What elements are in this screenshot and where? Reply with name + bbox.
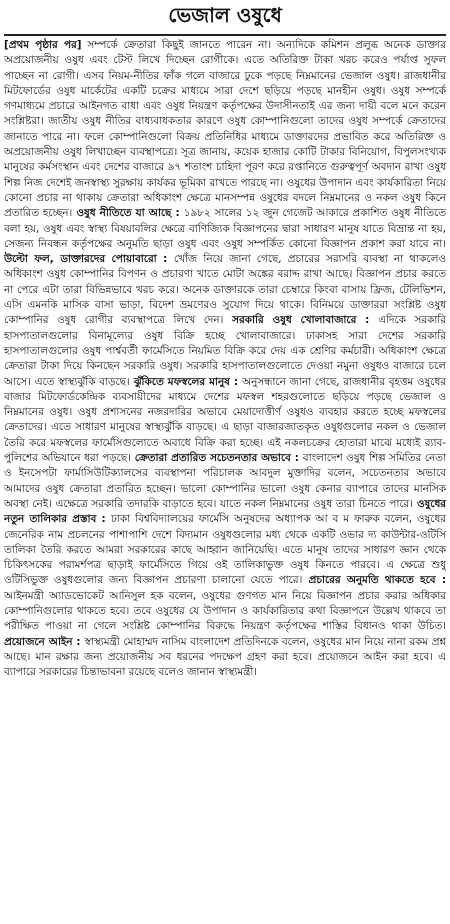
- subheading-rural-risk: ঝুঁকিতে মফস্বলের মানুষ :: [129, 375, 243, 388]
- subheading-government-drugs: সরকারি ওষুধ খোলাবাজারে :: [223, 314, 379, 327]
- subheading-buyers-cheated: ক্রেতারা প্রতারিত সচেতনতার অভাবে :: [130, 452, 303, 465]
- subheading-advertising-permission: প্রচারের অনুমতি থাকতে হবে :: [302, 574, 446, 587]
- article-paragraph: এদিকে সরকারি হাসপাতালগুলোর বিনামূল্যের ওষুধ বিক্রি হচ্ছে খোলাবাজারে। ঢাকাসহ সারা দেশের সরকারি হাসপাতালগুলোর ওষুধ পার্শ্ববর্তী ফার্মেসিতে নিয়মিত বিক্রি করে দেয় এক শ্রেণির কর্মচারী। অধিকাংশ ক্ষেত্রে ক্রেতারা টাকা দিয়ে কিনছেন সরকারি ওষুধ। সরকারি হাসপাতালগুলোতে দেওয়া নমুনা ওষুধও বাজারে চলে আসে। এতে স্বাস্থ্যঝুঁকি বাড়ছে।: [4, 314, 446, 388]
- subheading-law-if-needed: প্রয়োজনে আইন :: [4, 635, 85, 648]
- article-paragraph: সম্পর্কে ক্রেতারা কিছুই জানতে পারেন না। অন্যদিকে কমিশন প্রলুব্ধ অনেক ডাক্তার অপ্রয়োজনীয় ওষুধ এবং টেস্ট লিখে দিচ্ছেন রোগীকে। এতে অতিরিক্ত টাকা খরচ করেও পর্যাপ্ত সুফল পাচ্ছেন না রোগী। এসব নিয়ম-নীতির ফাঁক গলে বাজারে ঢুকে পড়ছে নিম্নমানের ভেজাল ওষুধ। রাজধানীর মিটফোর্ডের ওষুধ মার্কেটের একটি চক্রের মাধ্যমে সারা দেশে ছড়িয়ে পড়ছে মানহীন ওষুধ। ওষুধ সম্পর্কে গণমাধ্যমে প্রচারে আইনগত বাধা এবং ওষুধ নিয়ন্ত্রণ কর্তৃপক্ষের উদাসীনতাই এর জন্য দায়ী বলে মনে করেন সংশ্লিষ্টরা। জাতীয় ওষুধ নীতির বাধ্যবাধকতার কারণে ওষুধ কোম্পানিগুলো তাদের ওষুধ সম্পর্কে ক্রেতাদের জানাতে পারে না। ফলে কোম্পানিগুলো বিক্রয় প্রতিনিধির মাধ্যমে ডাক্তারদের প্রভাবিত করে অতিরিক্ত ও অপ্রয়োজনীয় ওষুধ লিখাচ্ছেন ব্যবস্থাপত্রে। সূত্র জানায়, কয়েক হাজার কোটি টাকার বিনিয়োগ, বিপুলসংখ্যক মানুষের কর্মসংস্থান এবং দেশের বাজারে ৯৭ শতাংশ চাহিদা পূরণ করে রপ্তানিতে গুরুত্বপূর্ণ অবদান রাখা ওষুধ শিল্প নিজ দেশেই জনস্বাস্থ্য সুরক্ষায় কার্যকর ভূমিকা রাখতে পারছে না। ওষুধের উপাদান এবং কার্যকারিতা নিয়ে কোনো প্রচার না থাকায় ক্রেতারা অধিকাংশ ক্ষেত্রে মানসম্পন্ন ওষুধের বদলে নিম্নমানের ও নকল ওষুধ কিনে প্রতারিত হচ্ছেন।: [4, 39, 446, 220]
- article-paragraph: ১৯৮২ সালের ১২ জুন গেজেট আকারে প্রকাশিত ওষুধ নীতিতে বলা হয়, ওষুধ এবং স্বাস্থ্য বিষয়াবলির ক্ষেত্রে বাণিজ্যিক বিজ্ঞাপনের দ্বারা সাধারণ মানুষ যাতে বিভ্রান্ত না হয়, সেজন্য নিবন্ধন কর্তৃপক্ষের অনুমতি ছাড়া ওষুধ এবং ওষুধ সম্পর্কিত কোনো বিজ্ঞাপন প্রকাশ করা যাবে না।: [4, 207, 446, 250]
- article-paragraph: আইনমন্ত্রী অ্যাডভোকেট আনিসুল হক বলেন, ওষুধের গুণগত মান নিয়ে বিজ্ঞাপন প্রচার করার অধিকার কোম্পানিগুলোর থাকতে হবে। তবে ওষুধের যে উপাদান ও কার্যকারিতার কথা বিজ্ঞাপনে উল্লেখ থাকবে তা পরীক্ষিত পাওয়া না গেলে সংশ্লিষ্ট কোম্পানির বিরুদ্ধে নিয়ন্ত্রণ কর্তৃপক্ষের শাস্তির বিধানও থাকা উচিত।: [4, 589, 446, 633]
- subheading-drug-policy: ওষুধ নীতিতে যা আছে :: [72, 207, 184, 220]
- subheading-new-list-proposal: ওষুধের নতুন তালিকার প্রস্তাব :: [4, 497, 446, 526]
- article-paragraph: খোঁজ নিয়ে জানা গেছে, প্রচারের সরাসরি ব্যবস্থা না থাকলেও অধিকাংশ ওষুধ কোম্পানির বিপণন ও প্রচারণা খাতে মোটা অঙ্কের বরাদ্দ রাখা আছে। বিজ্ঞাপন প্রচার করতে না পেরে এটা তারা বিভিন্নভাবে খরচ করে। অনেক ডাক্তারকে তারা চেম্বারে কিংবা বাসায় ফ্রিজ, টেলিভিশন, এসি এমনকি মাসিক বাসা ভাড়া, বিদেশ ভ্রমণেরও সুযোগ দিয়ে থাকে। বিনিময়ে ডাক্তাররা সংশ্লিষ্ট ওষুধ কোম্পানির ওষুধ রোগীর ব্যবস্থাপত্রে লিখে দেন।: [4, 253, 446, 327]
- headline-rule: [4, 34, 446, 36]
- article-body: [4, 38, 446, 680]
- article-paragraph: স্বাস্থ্যমন্ত্রী মোহাম্মদ নাসিম বাংলাদেশ প্রতিদিনকে বলেন, ওষুধের মান নিয়ে নানা রকম প্রশ্ন আছে। মান রক্ষার জন্য প্রয়োজনীয় সব ধরনের পদক্ষেপ গ্রহণ করা হবে। প্রয়োজনে আইন করা হবে। এ ব্যাপারে সরকারের চিন্তাভাবনা রয়েছে বলেও জানান স্বাস্থ্যমন্ত্রী।: [4, 635, 446, 679]
- article-paragraph: বাংলাদেশ ওষুধ শিল্প সমিতির নেতা ও ইনসেপটা ফার্মাসিউটিক্যালসের ব্যবস্থাপনা পরিচালক আবদুল মুক্তাদির বলেন, সচেতনতার অভাবে আমাদের ওষুধ ক্রেতারা প্রতারিত হচ্ছেন। ভালো কোম্পানির ভালো ওষুধ কেনার ব্যাপারে তাদের মানসিক অবস্থা নেই। এক্ষেত্রে সরকারি তদারকি বাড়াতে হবে। যাতে নকল নিম্নমানের ওষুধ তারা চিনতে পারে।: [4, 452, 446, 510]
- continued-from-front-page-label: [প্রথম পৃষ্ঠার পর]: [4, 39, 82, 51]
- article-paragraph: অনুসন্ধানে জানা গেছে, রাজধানীর বৃহত্তম ওষুধের বাজার মিটফোর্ডকেন্দ্রিক ব্যবসায়ীদের মাধ্যমে দেশের মফস্বল শহরগুলোতে ছড়িয়ে পড়ছে ভেজাল ও নিম্নমানের ওষুধ। ওষুধ প্রশাসনের নজরদারির অভাবে মেয়াদোত্তীর্ণ ওষুধও ব্যবহার করতে হচ্ছে মফস্বলের ক্রেতাদের। এতে সাধারণ মানুষের স্বাস্থ্যঝুঁকি বাড়ছে। এ ছাড়া বাজারজাতকৃত ওষুধগুলোর নকল ও ভেজাল তৈরি করে মফস্বলের ফার্মেসিগুলোতে অবাধে বিক্রি করা হচ্ছে। এই নকলচক্রের হোতারা মাঝে মধ্যেই র‌্যাব-পুলিশের অভিযানে ধরা পড়ছে।: [4, 375, 447, 465]
- subheading-doctors-benefit: উল্টো ফল, ডাক্তারদের পোয়াবারো :: [4, 253, 174, 266]
- article-paragraph: ঢাকা বিশ্ববিদ্যালয়ের ফার্মেসি অনুষদের অধ্যাপক আ ব ম ফারুক বলেন, ওষুধের জেনেরিক নাম প্রচলনের পাশাপাশি দেশে বিদ্যমান ওষুধগুলোর মধ্য থেকে একটি ওভার দ্য কাউন্টার-ওটিসি তালিকা তৈরি করতে আমরা সরকারের কাছে আহ্বান জানিয়েছি। এতে মানুষ তাদের সাধারণ জ্ঞান থেকে চিকিৎসকের পরামর্শপত্র ছাড়াই ফার্মেসিতে গিয়ে ওই তালিকাভুক্ত ওষুধ কিনতে পারবে। এ ক্ষেত্রে শুধু ওটিসিভুক্ত ওষুধগুলোর জন্য বিজ্ঞাপন প্রচারণা চালানো যেতে পারে।: [4, 513, 446, 587]
- headline: ভেজাল ওষুধে: [168, 3, 282, 27]
